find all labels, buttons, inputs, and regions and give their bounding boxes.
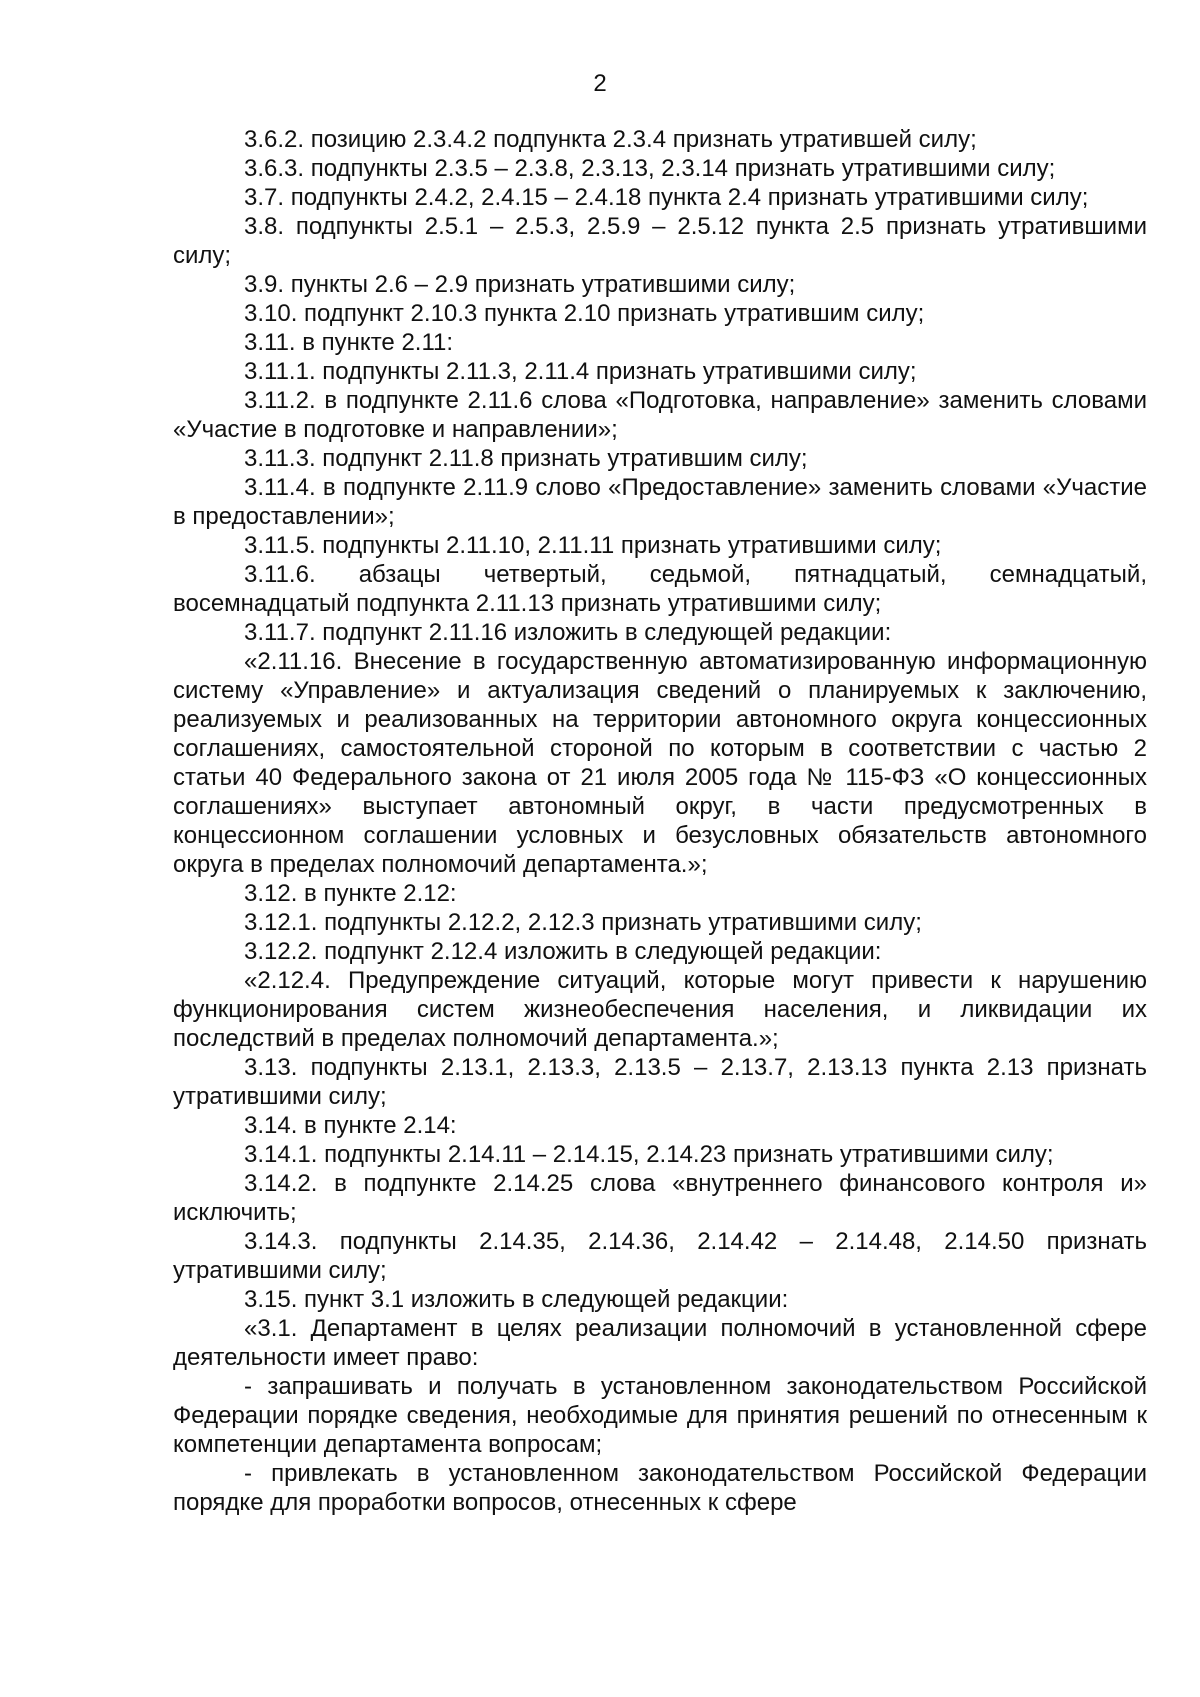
- quoted-paragraph-3-1: «3.1. Департамент в целях реализации полномочий в установленной сфере деятельности имеет право:: [173, 1315, 1147, 1371]
- paragraph-3-9: 3.9. пункты 2.6 – 2.9 признать утратившими силу;: [244, 271, 796, 298]
- paragraph-3-11-1: 3.11.1. подпункты 2.11.3, 2.11.4 признать утратившими силу;: [244, 358, 917, 385]
- paragraph-3-7: 3.7. подпункты 2.4.2, 2.4.15 – 2.4.18 пункта 2.4 признать утратившими силу;: [244, 184, 1089, 211]
- paragraph-3-10: 3.10. подпункт 2.10.3 пункта 2.10 признать утратившим силу;: [244, 300, 925, 327]
- paragraph-3-6-3: 3.6.3. подпункты 2.3.5 – 2.3.8, 2.3.13, 2.3.14 признать утратившими силу;: [244, 155, 1056, 182]
- paragraph-3-11-7: 3.11.7. подпункт 2.11.16 изложить в следующей редакции:: [244, 619, 892, 646]
- paragraph-3-6-2: 3.6.2. позицию 2.3.4.2 подпункта 2.3.4 признать утратившей силу;: [244, 126, 977, 153]
- list-item-engage-experts: - привлекать в установленном законодательством Российской Федерации порядке для проработки вопросов, отнесенных к сфере: [173, 1460, 1147, 1516]
- paragraph-3-11-6: 3.11.6. абзацы четвертый, седьмой, пятнадцатый, семнадцатый, восемнадцатый подпункта 2.11.13 признать утратившими силу;: [173, 561, 1147, 617]
- paragraph-3-12-2: 3.12.2. подпункт 2.12.4 изложить в следующей редакции:: [244, 938, 882, 965]
- page-number: 2: [593, 70, 607, 97]
- paragraph-3-12-1: 3.12.1. подпункты 2.12.2, 2.12.3 признать утратившими силу;: [244, 909, 922, 936]
- paragraph-3-14-3: 3.14.3. подпункты 2.14.35, 2.14.36, 2.14.42 – 2.14.48, 2.14.50 признать утратившими силу;: [173, 1228, 1147, 1284]
- paragraph-3-11: 3.11. в пункте 2.11:: [244, 329, 454, 356]
- paragraph-3-14-1: 3.14.1. подпункты 2.14.11 – 2.14.15, 2.14.23 признать утратившими силу;: [244, 1141, 1054, 1168]
- quoted-paragraph-2-12-4: «2.12.4. Предупреждение ситуаций, которые могут привести к нарушению функционирования систем жизнеобеспечения населения, и ликвидации их последствий в пределах полномочий департамента.»;: [173, 967, 1147, 1052]
- paragraph-3-15: 3.15. пункт 3.1 изложить в следующей редакции:: [244, 1286, 789, 1313]
- paragraph-3-12: 3.12. в пункте 2.12:: [244, 880, 457, 907]
- paragraph-3-11-3: 3.11.3. подпункт 2.11.8 признать утратившим силу;: [244, 445, 808, 472]
- quoted-paragraph-2-11-16: «2.11.16. Внесение в государственную автоматизированную информационную систему «Управление» и актуализация сведений о планируемых к заключению, реализуемых и реализованных на территории автономного округа концессионных соглашениях, самостоятельной стороной по которым в соответствии с частью 2 статьи 40 Федерального закона от 21 июля 2005 года № 115-ФЗ «О концессионных соглашениях» выступает автономный округ, в части предусмотренных в концессионном соглашении условных и безусловных обязательств автономного округа в пределах полномочий департамента.»;: [173, 648, 1147, 878]
- document-body: [173, 125, 1147, 1517]
- paragraph-3-8: 3.8. подпункты 2.5.1 – 2.5.3, 2.5.9 – 2.5.12 пункта 2.5 признать утратившими силу;: [173, 213, 1147, 269]
- paragraph-3-11-5: 3.11.5. подпункты 2.11.10, 2.11.11 признать утратившими силу;: [244, 532, 942, 559]
- paragraph-3-11-4: 3.11.4. в подпункте 2.11.9 слово «Предоставление» заменить словами «Участие в предоставлении»;: [173, 474, 1147, 530]
- list-item-request-information: - запрашивать и получать в установленном законодательством Российской Федерации порядке сведения, необходимые для принятия решений по отнесенным к компетенции департамента вопросам;: [173, 1373, 1147, 1458]
- paragraph-3-13: 3.13. подпункты 2.13.1, 2.13.3, 2.13.5 – 2.13.7, 2.13.13 пункта 2.13 признать утратившими силу;: [173, 1054, 1147, 1110]
- paragraph-3-14: 3.14. в пункте 2.14:: [244, 1112, 457, 1139]
- paragraph-3-14-2: 3.14.2. в подпункте 2.14.25 слова «внутреннего финансового контроля и» исключить;: [173, 1170, 1147, 1226]
- paragraph-3-11-2: 3.11.2. в подпункте 2.11.6 слова «Подготовка, направление» заменить словами «Участие в подготовке и направлении»;: [173, 387, 1147, 443]
